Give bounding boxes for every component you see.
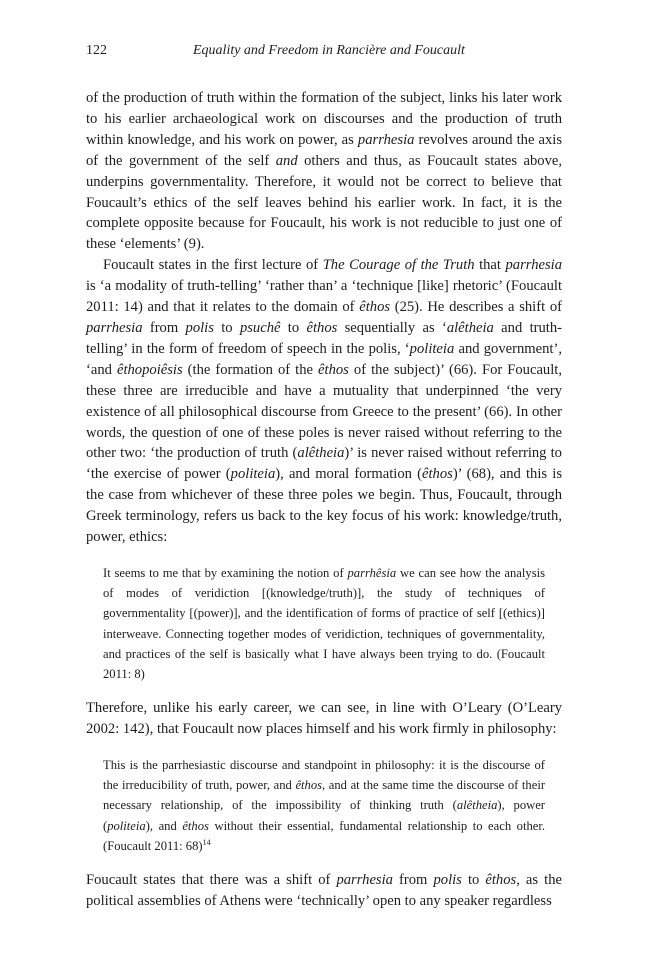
text-run: to <box>213 319 240 336</box>
italic-run: êthos <box>318 361 349 378</box>
text-run: ), and <box>145 818 183 833</box>
italic-run: alêtheia <box>456 798 498 813</box>
italic-run: politeia <box>230 466 276 483</box>
italic-run: politeia <box>409 340 455 357</box>
text-run: that <box>474 257 506 274</box>
block-quote-2-text <box>103 755 545 856</box>
paragraph-2 <box>86 255 562 548</box>
italic-run: êthos <box>485 871 517 888</box>
italic-run: parrhesia <box>336 871 393 888</box>
text-run: of the production of truth within the formation of the subject, links his later work to his earlier archaeological work on discourses and the production of truth within knowledge, and his work on power, as <box>86 90 562 148</box>
text-run: revolves around the axis of the government of the self <box>86 131 562 169</box>
text-run: of the subject)’ (66). For Foucault, these three are irreducible and have a mutuality that underpinned ‘the very existence of all philosophical discourse from Greece to the present’ (66). In other words, the question of one of these poles is never raised without referring to the other two: ‘the production of truth ( <box>86 361 562 462</box>
block-quote-2 <box>103 755 545 856</box>
italic-run: politeia <box>107 818 146 833</box>
text-run: we can see how the analysis of modes of veridiction [(knowledge/truth)], the study of techniques of governmentality [(power)], and the identification of forms of practice of self [(ethics)] interweave. Connecting together modes of veridiction, techniques of governmentality, and practices of the self is basically what I have always been trying to do. (Foucault 2011: 8) <box>103 565 545 681</box>
italic-run: êthopoiêsis <box>116 361 183 378</box>
text-run: (the formation of the <box>182 361 319 378</box>
page-header <box>86 43 562 63</box>
italic-run: and <box>275 152 298 169</box>
running-title: Equality and Freedom in Rancière and Foucault <box>193 43 465 58</box>
italic-run: parrhesia <box>357 131 415 148</box>
text-run: Therefore, unlike his early career, we can see, in line with O’Leary (O’Leary 2002: 142), that Foucault now places himself and his work firmly in philosophy: <box>86 700 562 738</box>
text-run: ), power ( <box>103 798 545 833</box>
italic-run: êthos <box>359 299 391 316</box>
italic-run: êthos <box>306 319 338 336</box>
block-quote-1 <box>103 563 545 684</box>
text-run: , as the political assemblies of Athens were ‘technically’ open to any speaker regardless <box>86 871 562 909</box>
text-run: from <box>142 319 186 336</box>
text-run: is ‘a modality of truth-telling’ ‘rather than’ a ‘technique [like] rhetoric’ (Foucault 2011: 14) and that it relates to the domain of <box>86 278 562 316</box>
text-run: Foucault states that there was a shift of <box>86 871 337 888</box>
italic-run: parrhêsia <box>347 565 397 580</box>
text-run: )’ is never raised without referring to ‘the exercise of power ( <box>86 445 562 483</box>
paragraph-3 <box>86 698 562 740</box>
text-run: It seems to me that by examining the notion of <box>103 565 348 580</box>
italic-run: parrhesia <box>86 319 143 336</box>
text-run: and government’, ‘and <box>86 340 562 378</box>
text-run: sequentially as ‘ <box>337 319 447 336</box>
text-run: This is the parrhesiastic discourse and standpoint in philosophy: it is the discourse of the irreducibility of truth, power, and <box>103 757 545 793</box>
italic-run: The Courage of the Truth <box>322 257 475 274</box>
body-text <box>86 88 562 912</box>
italic-run: êthos <box>422 466 453 483</box>
text-run: from <box>392 871 434 888</box>
page-number: 122 <box>86 43 107 58</box>
footnote-marker: 14 <box>202 837 211 847</box>
text-run: )’ (68), and this is the case from whichever of these three poles we begin. Thus, Foucault, through Greek terminology, refers us back to the key focus of his work: knowledge/truth, power, ethics: <box>86 466 562 546</box>
italic-run: êthos <box>182 818 209 833</box>
text-run: without their essential, fundamental relationship to each other. (Foucault 2011: 68) <box>103 818 546 853</box>
text-run: to <box>461 871 486 888</box>
text-run: to <box>280 319 307 336</box>
italic-run: polis <box>185 319 214 336</box>
text-run: ), and moral formation ( <box>275 466 422 483</box>
italic-run: alêtheia <box>297 445 345 462</box>
italic-run: psuchê <box>239 319 281 336</box>
italic-run: alêtheia <box>446 319 494 336</box>
text-run: (25). He describes a shift of <box>390 299 562 316</box>
italic-run: êthos <box>295 778 323 793</box>
text-run: and truth-telling’ in the form of freedom of speech in the polis, ‘ <box>86 319 562 357</box>
block-quote-1-text <box>103 563 545 684</box>
paragraph-1 <box>86 88 562 255</box>
paragraph-4 <box>86 870 562 912</box>
text-run: others and thus, as Foucault states above, underpins governmentality. Therefore, it would not be correct to believe that Foucault’s ethics of the self leaves behind his earlier work. In fact, it is the complete opposite because for Foucault, his work is not reducible to just one of these ‘elements’ (9). <box>86 152 562 253</box>
text-run: , and at the same time the discourse of their necessary relationship, of the impossibility of thinking truth ( <box>103 778 546 813</box>
text-run: Foucault states in the first lecture of <box>103 257 323 274</box>
italic-run: polis <box>433 871 462 888</box>
italic-run: parrhesia <box>505 257 562 274</box>
